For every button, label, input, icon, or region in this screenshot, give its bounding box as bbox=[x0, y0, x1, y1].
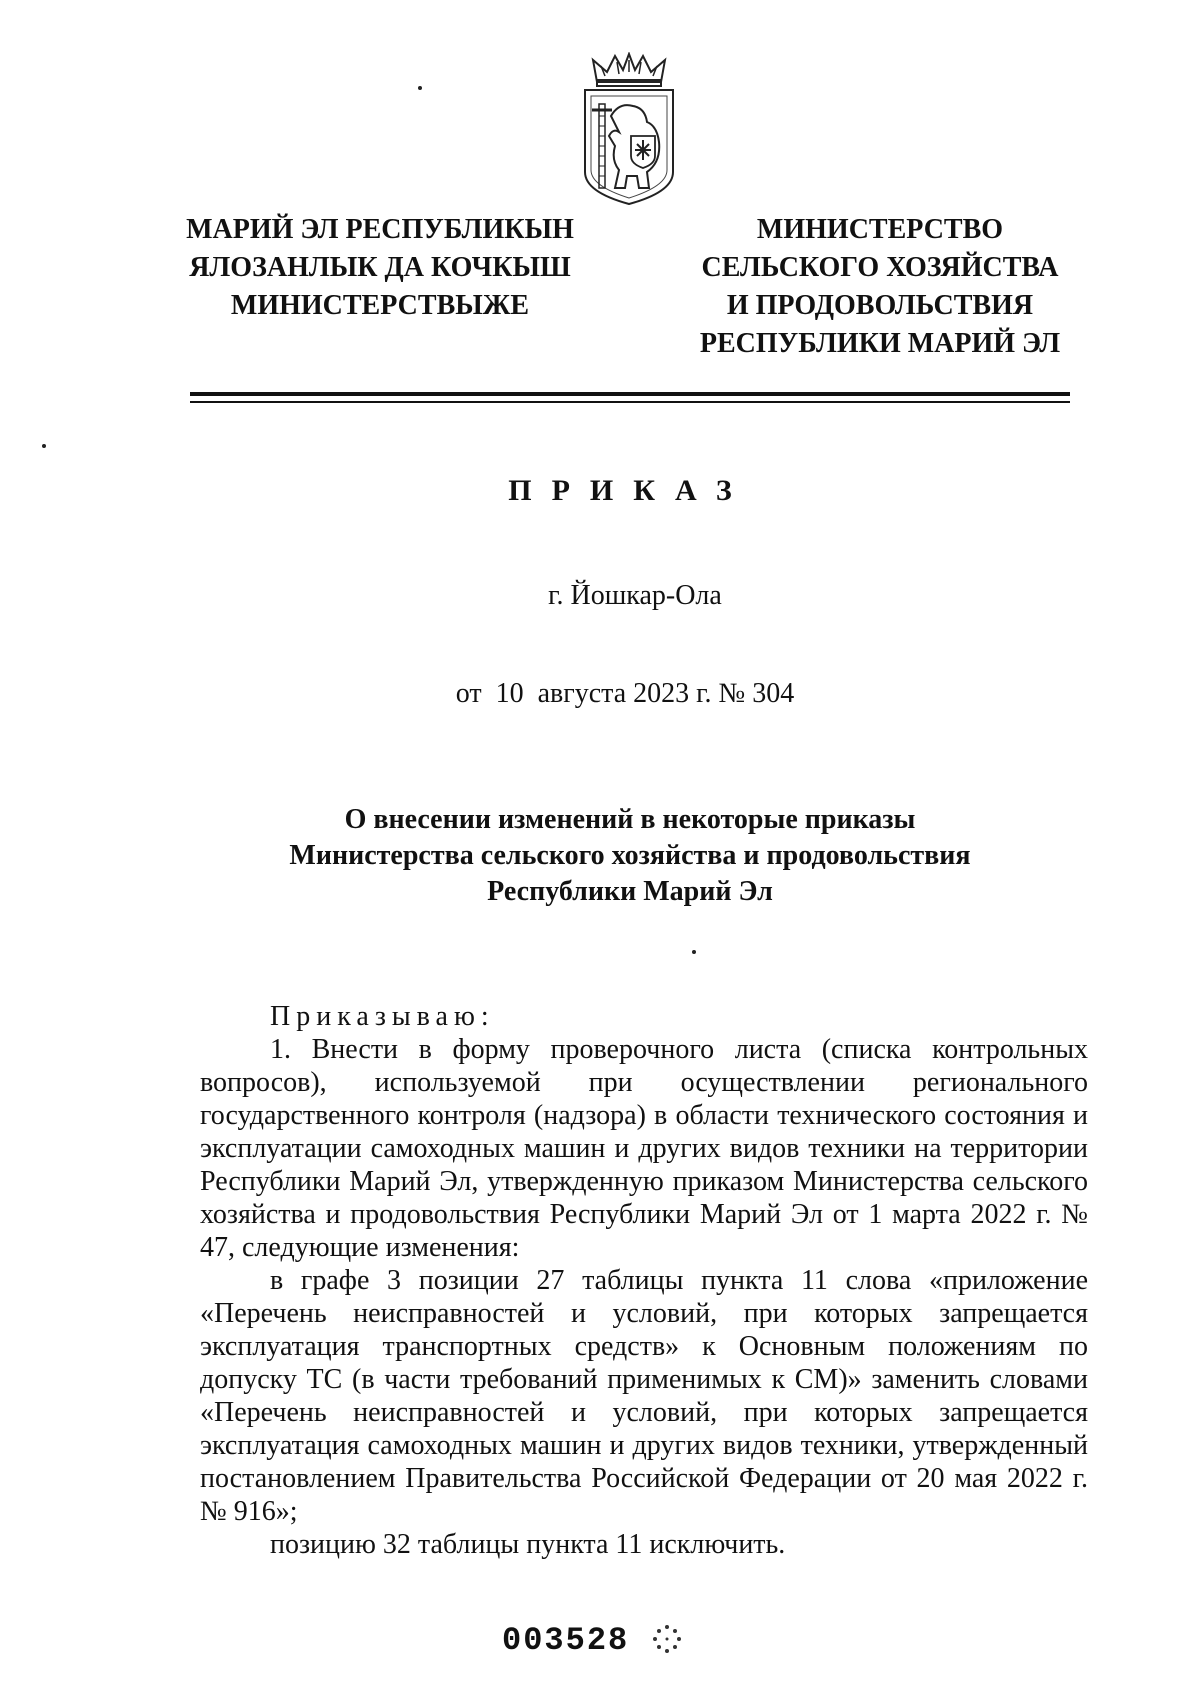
subject-line-2: Министерства сельского хозяйства и продовольствия bbox=[289, 840, 971, 871]
scan-speck bbox=[692, 950, 696, 954]
header-right-line-3: И ПРОДОВОЛЬСТВИЯ bbox=[726, 290, 1034, 321]
header-left-line-3: МИНИСТЕРСТВЫЖЕ bbox=[230, 290, 530, 321]
header-right-russian bbox=[680, 211, 1080, 363]
serial-dots-mark bbox=[650, 1622, 684, 1656]
header-divider-thin bbox=[190, 401, 1070, 403]
header-left-line-1: МАРИЙ ЭЛ РЕСПУБЛИКЫН bbox=[186, 214, 574, 245]
header-left-mari bbox=[160, 211, 600, 325]
serial-number: 003528 bbox=[502, 1622, 630, 1659]
header-divider-thick bbox=[190, 392, 1070, 396]
document-date-number: от 10 августа 2023 г. № 304 bbox=[455, 678, 795, 709]
header-right-line-1: МИНИСТЕРСТВО bbox=[756, 214, 1004, 245]
header-right-line-2: СЕЛЬСКОГО ХОЗЯЙСТВА bbox=[701, 252, 1059, 283]
header-right-line-4: РЕСПУБЛИКИ МАРИЙ ЭЛ bbox=[699, 328, 1061, 359]
subject-line-1: О внесении изменений в некоторые приказы bbox=[344, 804, 916, 835]
scan-speck bbox=[42, 444, 46, 448]
paragraph-1: 1. Внести в форму проверочного листа (списка контрольных вопросов), используемой при осуществлении регионального государственного контроля (надзора) в области технического состояния и эксплуатации самоходных машин и других видов техники на территории Республики Марий Эл, утвержденную приказом Министерства сельского хозяйства и продовольствия Республики Марий Эл от 1 марта 2022 г. № 47, следующие изменения: bbox=[200, 1034, 1088, 1263]
order-word: Приказываю: bbox=[270, 1001, 495, 1032]
paragraph-2: в графе 3 позиции 27 таблицы пункта 11 слова «приложение «Перечень неисправностей и условий, при которых запрещается эксплуатация транспортных средств» к Основным положениям по допуску ТС (в части требований применимых к СМ)» заменить словами «Перечень неисправностей и условий, при которых запрещается эксплуатация самоходных машин и других видов техники, утвержденный постановлением Правительства Российской Федерации от 20 мая 2022 г. № 916»; bbox=[200, 1265, 1088, 1527]
header-left-line-2: ЯЛОЗАНЛЫК ДА КОЧКЫШ bbox=[189, 252, 571, 283]
document-body bbox=[200, 1000, 1088, 1561]
document-title: ПРИКАЗ bbox=[508, 474, 752, 507]
scan-speck bbox=[418, 86, 422, 90]
paragraph-3: позицию 32 таблицы пункта 11 исключить. bbox=[270, 1529, 786, 1560]
coat-of-arms-icon bbox=[575, 52, 683, 208]
subject-line-3: Республики Марий Эл bbox=[487, 876, 773, 907]
document-city: г. Йошкар-Ола bbox=[548, 580, 722, 611]
document-subject bbox=[190, 802, 1070, 910]
